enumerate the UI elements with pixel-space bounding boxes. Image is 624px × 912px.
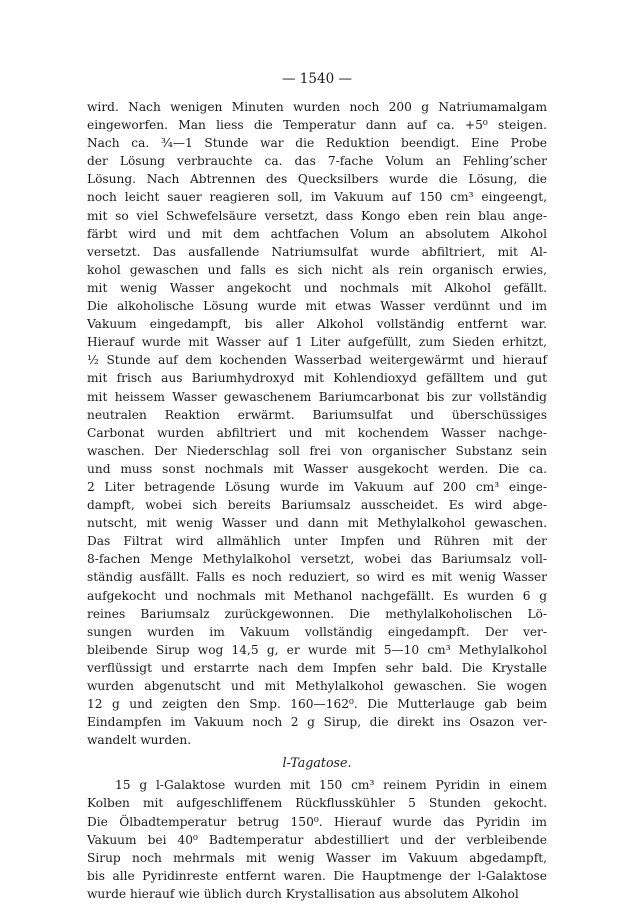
text-line: eingeworfen. Man liess die Temperatur dann auf ca. +5⁰ steigen. — [87, 118, 547, 133]
text-line: 8-fachen Menge Methylalkohol versetzt, wobei das Bariumsalz voll- — [87, 552, 547, 567]
text-line: wandelt wurden. — [87, 733, 192, 748]
page-number: — 1540 — — [282, 71, 352, 87]
text-line: aufgekocht und nochmals mit Methanol nachgefällt. Es wurden 6 g — [87, 588, 547, 603]
text-line: Kolben mit aufgeschliffenem Rückflusskühler 5 Stunden gekocht. — [87, 796, 547, 811]
text-line: Nach ca. ³⁄₄—1 Stunde war die Reduktion beendigt. Eine Probe — [87, 136, 547, 151]
text-line: bis alle Pyridinreste entfernt waren. Die Hauptmenge der l-Galaktose — [87, 868, 547, 883]
text-line: neutralen Reaktion erwärmt. Bariumsulfat und überschüssiges — [87, 407, 547, 422]
text-line: mit wenig Wasser angekocht und nochmals mit Alkohol gefällt. — [87, 280, 547, 295]
text-line: nutscht, mit wenig Wasser und dann mit Methylalkohol gewaschen. — [87, 516, 547, 531]
text-line: wurde hierauf wie üblich durch Krystallisation aus absolutem Alkohol — [87, 886, 519, 901]
text-line: Hierauf wurde mit Wasser auf 1 Liter aufgefüllt, zum Sieden erhitzt, — [87, 335, 547, 350]
text-line: der Lösung verbrauchte ca. das 7-fache Volum an Fehling’scher — [87, 154, 547, 169]
text-line: Carbonat wurden abfiltriert und mit kochendem Wasser nachge- — [87, 425, 547, 440]
text-line: wurden abgenutscht und mit Methylalkohol gewaschen. Sie wogen — [87, 679, 547, 693]
text-line: ½ Stunde auf dem kochenden Wasserbad weitergewärmt und hierauf — [87, 353, 547, 368]
text-line: versetzt. Das ausfallende Natriumsulfat wurde abfiltriert, mit Al- — [87, 244, 547, 259]
text-line: bleibende Sirup wog 14,5 g, er wurde mit 5—10 cm³ Methylalkohol — [87, 642, 547, 657]
text-line: Eindampfen im Vakuum noch 2 g Sirup, die direkt ins Osazon ver- — [87, 715, 547, 730]
text-line: mit so viel Schwefelsäure versetzt, dass Kongo eben rein blau ange- — [87, 208, 547, 223]
paragraph-reduction-procedure — [87, 98, 547, 749]
text-line: dampft, wobei sich bereits Bariumsalz ausscheidet. Es wird abge- — [87, 498, 547, 513]
text-line: Das Filtrat wird allmählich unter Impfen und Rühren mit der — [87, 534, 547, 549]
text-line: reines Bariumsalz zurückgewonnen. Die methylalkoholischen Lö- — [87, 606, 547, 621]
text-line: kohol gewaschen und falls es sich nicht als rein organisch erwies, — [87, 262, 547, 277]
text-line: Vakuum bei 40⁰ Badtemperatur abdestilliert und der verbleibende — [87, 832, 547, 847]
text-line: mit heissem Wasser gewaschenem Bariumcarbonat bis zur vollständig — [87, 389, 547, 404]
text-line: Die Ölbadtemperatur betrug 150⁰. Hierauf wurde das Pyridin im — [87, 814, 547, 829]
text-line: Vakuum eingedampft, bis aller Alkohol vollständig entfernt war. — [87, 317, 547, 332]
text-line: Sirup noch mehrmals mit wenig Wasser im Vakuum abgedampft, — [87, 850, 547, 865]
text-line: 2 Liter betragende Lösung wurde im Vakuum auf 200 cm³ einge- — [87, 479, 547, 494]
paragraph-l-tagatose-procedure — [87, 776, 547, 903]
text-line: färbt wird und mit dem achtfachen Volum an absolutem Alkohol — [87, 226, 547, 241]
text-line: sungen wurden im Vakuum vollständig eingedampft. Der ver- — [87, 624, 547, 639]
text-line: verflüssigt und erstarrte nach dem Impfen sehr bald. Die Krystalle — [87, 660, 547, 675]
text-line: 15 g l-Galaktose wurden mit 150 cm³ reinem Pyridin in einem — [115, 778, 547, 793]
text-line: ständig ausfällt. Falls es noch reduziert, so wird es mit wenig Wasser — [87, 570, 547, 585]
text-line: Die alkoholische Lösung wurde mit etwas Wasser verdünnt und im — [87, 299, 547, 314]
text-line: noch leicht sauer reagieren soll, im Vakuum auf 150 cm³ eingeengt, — [87, 190, 547, 205]
text-line: mit frisch aus Bariumhydroxyd mit Kohlendioxyd gefälltem und gut — [87, 371, 547, 386]
document-page — [87, 70, 547, 903]
text-line: waschen. Der Niederschlag soll frei von organischer Substanz sein — [87, 443, 547, 458]
text-line: und muss sonst nochmals mit Wasser ausgekocht werden. Die ca. — [87, 461, 547, 476]
text-line: 12 g und zeigten den Smp. 160—162⁰. Die Mutterlauge gab beim — [87, 697, 547, 712]
text-line: Lösung. Nach Abtrennen des Quecksilbers wurde die Lösung, die — [87, 172, 547, 187]
text-line: wird. Nach wenigen Minuten wurden noch 200 g Natriumamalgam — [87, 100, 547, 114]
section-heading-l-tagatose: l-Tagatose. — [282, 755, 352, 771]
